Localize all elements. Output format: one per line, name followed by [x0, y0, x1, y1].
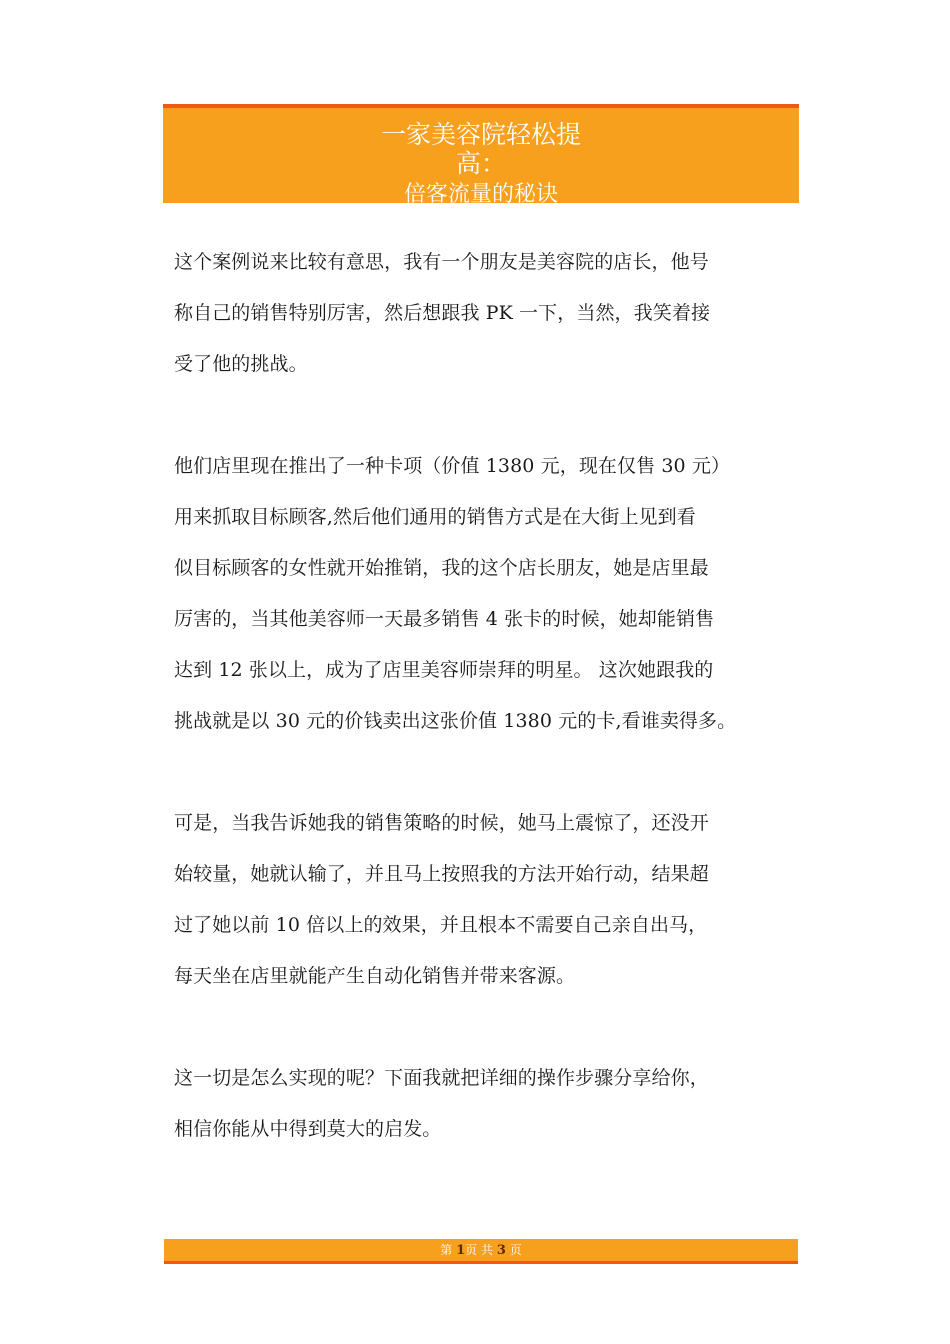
footer-suffix: 页 — [509, 1243, 522, 1257]
total-page-number: 3 — [496, 1243, 506, 1258]
text-line: 厉害的，当其他美容师一天最多销售 4 张卡的时候，她却能销售 — [174, 608, 715, 630]
paragraph-4 — [174, 1053, 792, 1155]
title-line-3: 倍客流量的秘诀 — [403, 182, 558, 203]
text-line: 他们店里现在推出了一种卡项（价值 1380 元，现在仅售 30 元） — [174, 455, 731, 477]
text-line: 这一切是怎么实现的呢？下面我就把详细的操作步骤分享给你， — [174, 1067, 709, 1089]
footer-prefix: 第 — [440, 1243, 453, 1257]
text-line: 可是，当我告诉她我的销售策略的时候，她马上震惊了，还没开 — [174, 812, 709, 834]
text-line: 始较量，她就认输了，并且马上按照我的方法开始行动，结果超 — [174, 863, 709, 885]
paragraph-1 — [174, 237, 792, 390]
paragraph-2 — [174, 441, 792, 747]
title-line-1: 一家美容院轻松提 — [380, 120, 581, 149]
text-line: 每天坐在店里就能产生自动化销售并带来客源。 — [174, 965, 576, 987]
header-banner — [163, 104, 799, 203]
title-line-2: 高： — [455, 149, 506, 178]
text-line: 称自己的销售特别厉害，然后想跟我 PK 一下，当然，我笑着接 — [174, 302, 711, 324]
text-line: 达到 12 张以上，成为了店里美容师崇拜的明星。 这次她跟我的 — [174, 659, 714, 681]
text-line: 挑战就是以 30 元的价钱卖出这张价值 1380 元的卡,看谁卖得多。 — [174, 710, 737, 732]
text-line: 过了她以前 10 倍以上的效果，并且根本不需要自己亲自出马， — [174, 914, 708, 936]
document-body — [174, 237, 792, 1155]
text-line: 似目标顾客的女性就开始推销，我的这个店长朋友，她是店里最 — [174, 557, 709, 579]
text-line: 用来抓取目标顾客,然后他们通用的销售方式是在大街上见到看 — [174, 506, 696, 528]
text-line: 受了他的挑战。 — [174, 353, 308, 375]
document-title — [163, 108, 799, 203]
footer-middle: 页 共 — [465, 1243, 493, 1257]
text-line: 相信你能从中得到莫大的启发。 — [174, 1118, 442, 1140]
page-footer — [164, 1239, 798, 1264]
text-line: 这个案例说来比较有意思，我有一个朋友是美容院的店长，他号 — [174, 251, 709, 273]
current-page-number: 1 — [456, 1243, 466, 1258]
paragraph-3 — [174, 798, 792, 1002]
